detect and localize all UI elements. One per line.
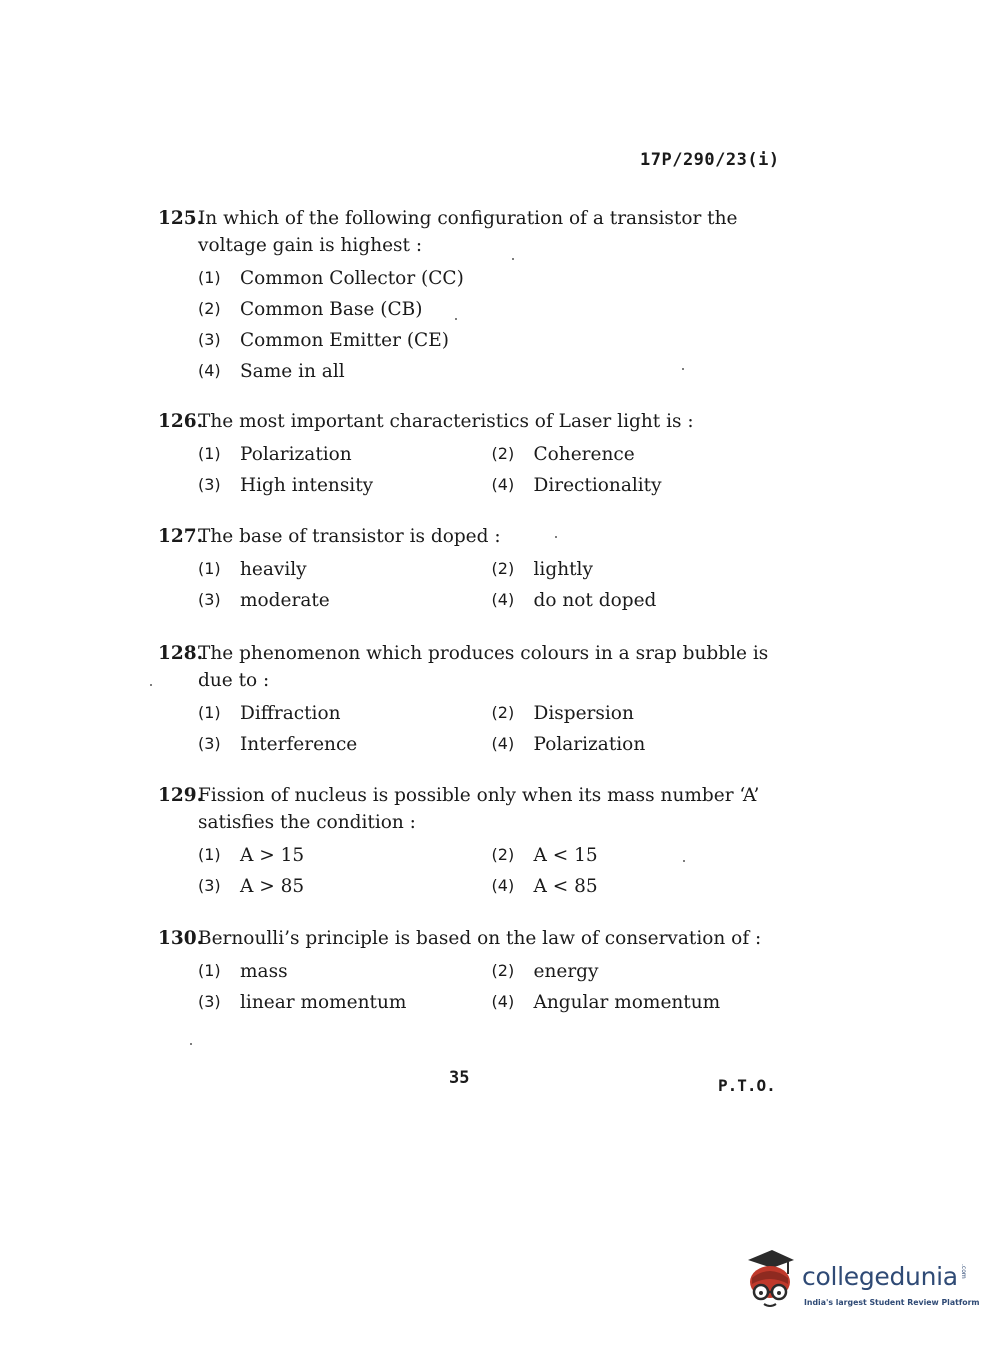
question-128 <box>158 640 788 760</box>
option-1: (1) mass <box>198 961 288 982</box>
question-127 <box>158 523 788 616</box>
scan-speck <box>150 684 152 686</box>
brand-tagline: India's largest Student Review Platform <box>804 1298 980 1307</box>
scan-speck <box>455 318 457 320</box>
question-number: 125. <box>158 208 204 229</box>
option-2: (2) energy <box>491 961 599 982</box>
options-list <box>158 554 788 616</box>
option-1: (1) Diffraction <box>198 703 341 724</box>
question-126 <box>158 408 788 501</box>
option-1: (1) Common Collector (CC) <box>198 268 464 289</box>
question-text: 130. Bernoulli’s principle is based on the law of conservation of : <box>158 925 788 952</box>
option-1: (1) heavily <box>198 559 307 580</box>
option-3: (3) linear momentum <box>198 992 407 1013</box>
option-4: (4) Polarization <box>491 734 646 755</box>
question-number: 127. <box>158 526 204 547</box>
option-4: (4) Directionality <box>491 475 662 496</box>
brand-suffix: .com <box>960 1264 967 1279</box>
options-list <box>158 840 788 902</box>
option-3: (3) A > 85 <box>198 876 305 897</box>
question-number: 130. <box>158 928 204 949</box>
options-list <box>158 439 788 501</box>
question-text: 129. Fission of nucleus is possible only when its mass number ‘A’ satisfies the condition : <box>158 782 788 836</box>
question-number: 128. <box>158 643 204 664</box>
scan-speck <box>512 258 514 260</box>
option-2: (2) lightly <box>491 559 593 580</box>
question-text: 126. The most important characteristics of Laser light is : <box>158 408 788 435</box>
question-125 <box>158 205 788 387</box>
option-4: (4) do not doped <box>491 590 657 611</box>
question-number: 126. <box>158 411 204 432</box>
option-4: (4) A < 85 <box>491 876 598 897</box>
option-3: (3) Common Emitter (CE) <box>198 330 449 351</box>
scan-speck <box>682 368 684 370</box>
option-2: (2) A < 15 <box>491 845 598 866</box>
question-129 <box>158 782 788 902</box>
scan-speck <box>190 1043 192 1045</box>
options-list <box>158 263 788 387</box>
question-text: 127. The base of transistor is doped : <box>158 523 788 550</box>
options-list <box>158 956 788 1018</box>
options-list <box>158 698 788 760</box>
option-2: (2) Common Base (CB) <box>198 299 423 320</box>
option-3: (3) moderate <box>198 590 330 611</box>
question-number: 129. <box>158 785 204 806</box>
page-number: 35 <box>449 1068 470 1088</box>
option-1: (1) A > 15 <box>198 845 305 866</box>
pto-label: P.T.O. <box>718 1076 776 1095</box>
question-130 <box>158 925 788 1018</box>
mascot-logo-icon <box>742 1248 798 1314</box>
option-4: (4) Angular momentum <box>491 992 721 1013</box>
collegedunia-watermark <box>742 1248 980 1323</box>
option-1: (1) Polarization <box>198 444 352 465</box>
option-3: (3) High intensity <box>198 475 374 496</box>
option-3: (3) Interference <box>198 734 358 755</box>
question-text: 128. The phenomenon which produces colours in a srap bubble is due to : <box>158 640 788 694</box>
question-text: 125. In which of the following configuration of a transistor the voltage gain is highest : <box>158 205 788 259</box>
option-2: (2) Coherence <box>491 444 635 465</box>
scan-speck <box>555 536 557 538</box>
option-2: (2) Dispersion <box>491 703 634 724</box>
scan-speck <box>683 860 685 862</box>
brand-name: collegedunia <box>802 1262 958 1291</box>
option-4: (4) Same in all <box>198 361 345 382</box>
paper-code: 17P/290/23(i) <box>640 150 780 170</box>
